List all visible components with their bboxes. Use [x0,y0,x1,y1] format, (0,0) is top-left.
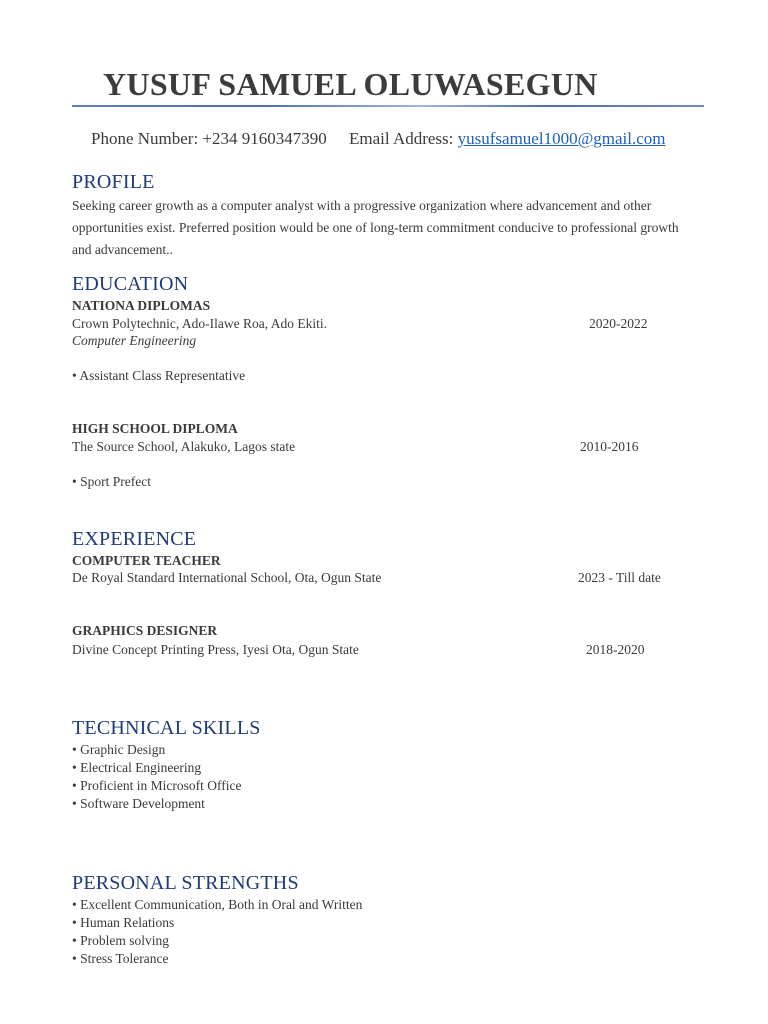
education-dates-1: 2020-2022 [589,316,648,331]
profile-title: PROFILE [72,171,155,193]
experience-place-1: De Royal Standard International School, Ota, Ogun State [72,570,382,585]
experience-heading-2: GRAPHICS DESIGNER [72,623,218,638]
contact-line [91,129,665,149]
personal-strengths-title: PERSONAL STRENGTHS [72,872,299,894]
education-institution-1: Crown Polytechnic, Ado-Ilawe Roa, Ado Ekiti. [72,316,327,331]
list-item: • Stress Tolerance [72,951,169,966]
name-underline-rule [72,105,704,107]
resume-name: YUSUF SAMUEL OLUWASEGUN [103,66,598,102]
list-item: • Human Relations [72,915,175,930]
list-item: • Software Development [72,796,205,811]
education-field-1: Computer Engineering [72,333,197,348]
education-title: EDUCATION [72,273,189,295]
email-label: Email Address: [349,129,458,148]
email-link[interactable]: yusufsamuel1000@gmail.com [457,129,666,148]
experience-title: EXPERIENCE [72,528,197,550]
list-item: • Electrical Engineering [72,760,202,775]
education-bullet-1: • Assistant Class Representative [72,368,246,383]
experience-place-2: Divine Concept Printing Press, Iyesi Ota, Ogun State [72,642,359,657]
list-item: • Proficient in Microsoft Office [72,778,242,793]
technical-skills-title: TECHNICAL SKILLS [72,717,261,739]
personal-strengths-list [72,896,362,968]
experience-dates-1: 2023 - Till date [578,570,661,585]
experience-dates-2: 2018-2020 [586,642,645,657]
education-bullet-2: • Sport Prefect [72,474,151,489]
list-item: • Graphic Design [72,742,166,757]
education-heading-2: HIGH SCHOOL DIPLOMA [72,421,238,436]
list-item: • Problem solving [72,933,169,948]
education-institution-2: The Source School, Alakuko, Lagos state [72,439,296,454]
technical-skills-list [72,741,241,813]
education-heading-1: NATIONA DIPLOMAS [72,298,211,313]
profile-text: Seeking career growth as a computer analyst with a progressive organization where advancement and other opportunities exist. Preferred position would be one of long-term commitment conducive to professional growth and advancement.. [72,198,679,257]
phone-number: Phone Number: +234 9160347390 [91,129,327,148]
list-item: • Excellent Communication, Both in Oral and Written [72,897,363,912]
experience-heading-1: COMPUTER TEACHER [72,553,221,568]
education-dates-2: 2010-2016 [580,439,639,454]
